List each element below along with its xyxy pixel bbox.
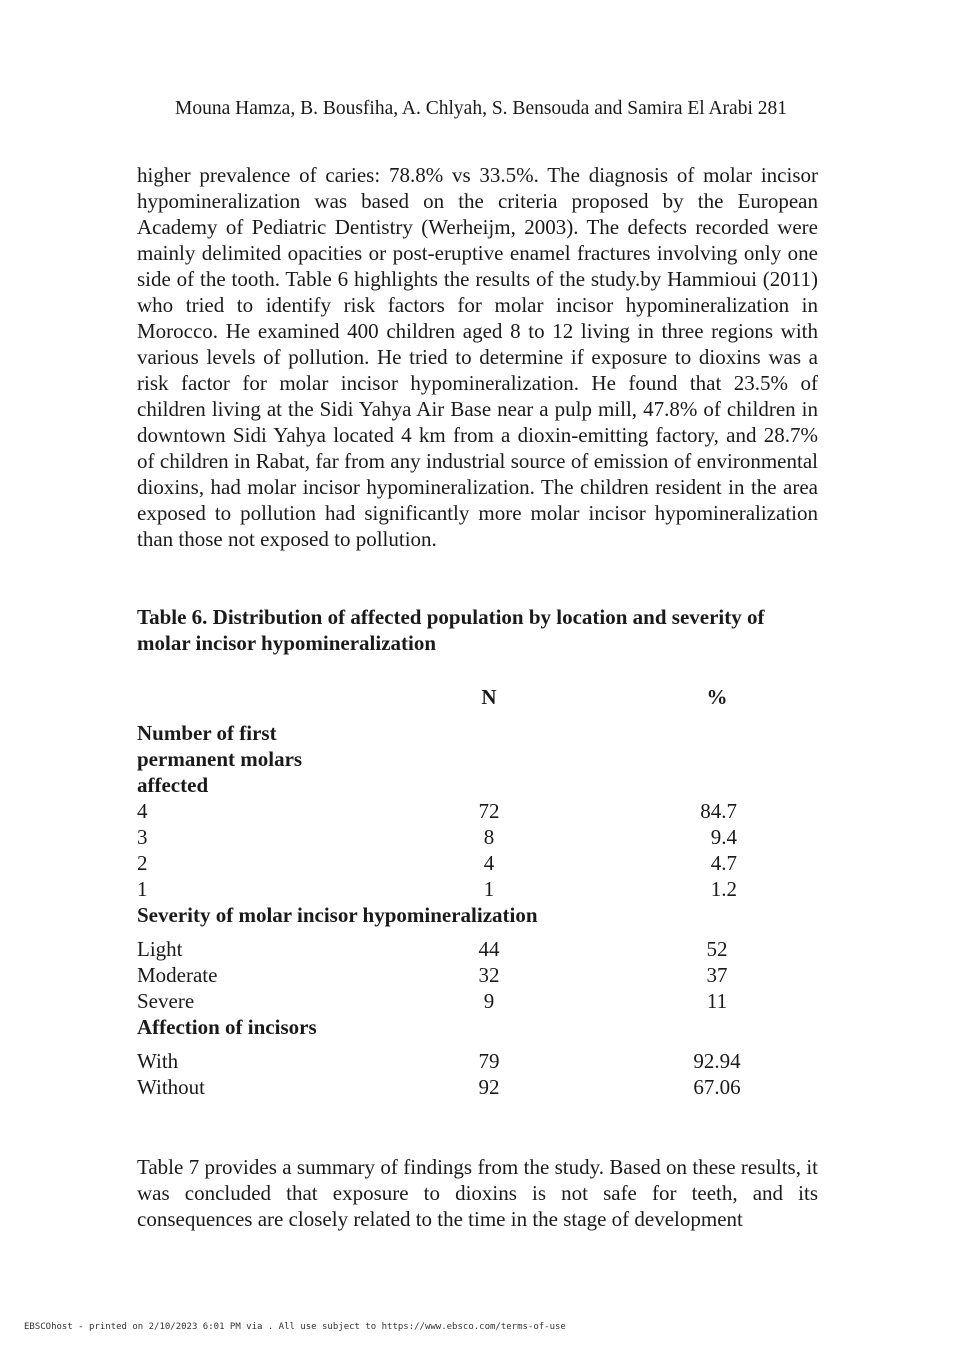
row-n: 32	[478, 963, 500, 987]
row-label: 4	[137, 799, 148, 823]
table-caption: Table 6. Distribution of affected population by location and severity of molar incisor hypomineralization	[137, 605, 765, 655]
row-n: 72	[478, 799, 500, 823]
table-row	[137, 798, 837, 824]
row-label: 3	[137, 825, 148, 849]
row-percent: 9.4	[710, 825, 737, 849]
column-header-n: N	[481, 685, 497, 709]
table-row	[137, 850, 837, 876]
group-heading-incisors: Affection of incisors	[137, 1015, 317, 1039]
table-row	[137, 962, 837, 988]
row-percent: 11	[706, 989, 728, 1013]
table-row	[137, 824, 837, 850]
table-row	[137, 936, 837, 962]
ebsco-footer: EBSCOhost - printed on 2/10/2023 6:01 PM via . All use subject to https://www.ebsco.com/terms-of-use	[24, 1322, 566, 1332]
row-n: 92	[478, 1075, 500, 1099]
row-percent: 92.94	[693, 1049, 741, 1073]
row-label: Severe	[137, 989, 195, 1013]
row-n: 79	[478, 1049, 500, 1073]
row-percent: 67.06	[693, 1075, 741, 1099]
group-heading-severity: Severity of molar incisor hypomineralization	[137, 903, 538, 927]
table-header-row	[137, 684, 837, 718]
table-row	[137, 876, 837, 902]
table-6	[137, 684, 837, 1100]
row-label: Moderate	[137, 963, 218, 987]
row-label: With	[137, 1049, 179, 1073]
table-row	[137, 988, 837, 1014]
row-percent: 1.2	[710, 877, 737, 901]
row-percent: 37	[706, 963, 728, 987]
row-n: 9	[483, 989, 495, 1013]
table-row	[137, 1048, 837, 1074]
group-heading-molars: Number of first permanent molars affected	[137, 721, 303, 797]
row-percent: 84.7	[700, 799, 737, 823]
row-label: 2	[137, 851, 148, 875]
row-n: 4	[483, 851, 495, 875]
row-label: Without	[137, 1075, 205, 1099]
table-row	[137, 1074, 837, 1100]
column-header-percent: %	[706, 685, 728, 709]
row-n: 8	[483, 825, 495, 849]
row-n: 44	[478, 937, 500, 961]
body-paragraph: higher prevalence of caries: 78.8% vs 33.5%. The diagnosis of molar incisor hypomineralization was based on the criteria proposed by the European Academy of Pediatric Dentistry (Werheijm, 2003). The defects recorded were mainly delimited opacities or post-eruptive enamel fractures involving only one side of the tooth. Table 6 highlights the results of the study.by Hammioui (2011) who tried to identify risk factors for molar incisor hypomineralization in Morocco. He examined 400 children aged 8 to 12 living in three regions with various levels of pollution. He tried to determine if exposure to dioxins was a risk factor for molar incisor hypomineralization. He found that 23.5% of children living at the Sidi Yahya Air Base near a pulp mill, 47.8% of children in downtown Sidi Yahya located 4 km from a dioxin-emitting factory, and 28.7% of children in Rabat, far from any industrial source of emission of environmental dioxins, had molar incisor hypomineralization. The children resident in the area exposed to pollution had significantly more molar incisor hypomineralization than those not exposed to pollution.	[137, 163, 818, 551]
running-header: Mouna Hamza, B. Bousfiha, A. Chlyah, S. Bensouda and Samira El Arabi 281	[175, 98, 788, 119]
row-percent: 4.7	[710, 851, 737, 875]
row-n: 1	[483, 877, 495, 901]
body-paragraph-continued: Table 7 provides a summary of findings from the study. Based on these results, it was concluded that exposure to dioxins is not safe for teeth, and its consequences are closely related to the time in the stage of development	[137, 1155, 818, 1231]
row-percent: 52	[706, 937, 728, 961]
row-label: Light	[137, 937, 183, 961]
row-label: 1	[137, 877, 148, 901]
